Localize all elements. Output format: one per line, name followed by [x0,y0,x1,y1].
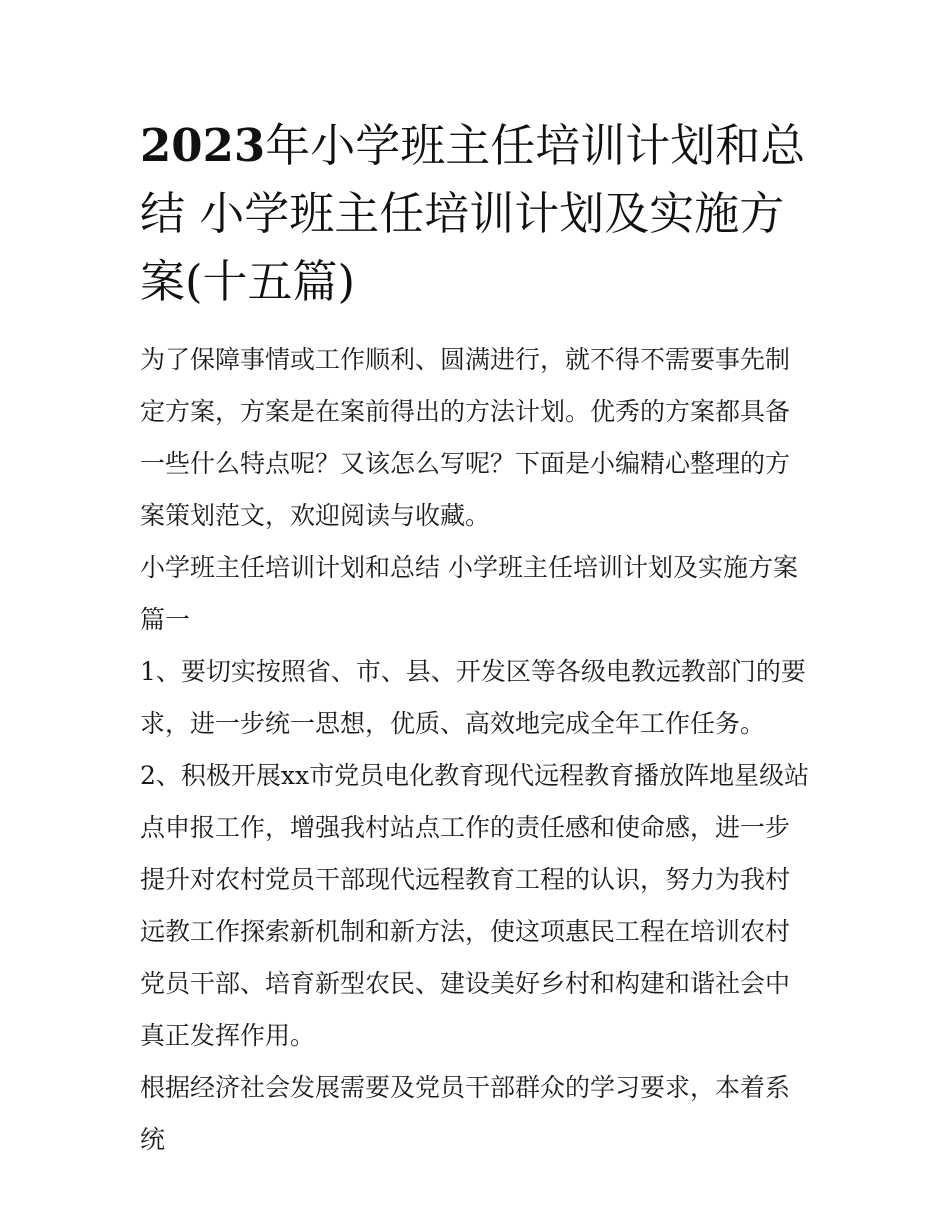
paragraph-item-1: 1、要切实按照省、市、县、开发区等各级电教远教部门的要求，进一步统一思想，优质、高效地完成全年工作任务。 [140,657,806,738]
title-text: 年小学班主任培训计划和总结 小学班主任培训计划及实施方案(十五篇) [140,119,806,308]
section-heading: 小学班主任培训计划和总结 小学班主任培训计划及实施方案篇一 [140,553,798,634]
paragraph-item-2: 2、积极开展xx市党员电化教育现代远程教育播放阵地星级站点申报工作，增强我村站点工作的责任感和使命感，进一步提升对农村党员干部现代远程教育工程的认识，努力为我村远教工作探索新机制和新方法，使这项惠民工程在培训农村党员干部、培育新型农民、建设美好乡村和构建和谐社会中真正发挥作用。 [140,761,810,1050]
document-body [140,112,812,1166]
title-year: 2023 [140,119,266,172]
paragraph-continuation: 根据经济社会发展需要及党员干部群众的学习要求，本着系统 [140,1073,791,1154]
document-title [140,112,812,316]
intro-paragraph: 为了保障事情或工作顺利、圆满进行，就不得不需要事先制定方案，方案是在案前得出的方法计划。优秀的方案都具备一些什么特点呢？又该怎么写呢？下面是小编精心整理的方案策划范文，欢迎阅读与收藏。 [140,345,791,530]
